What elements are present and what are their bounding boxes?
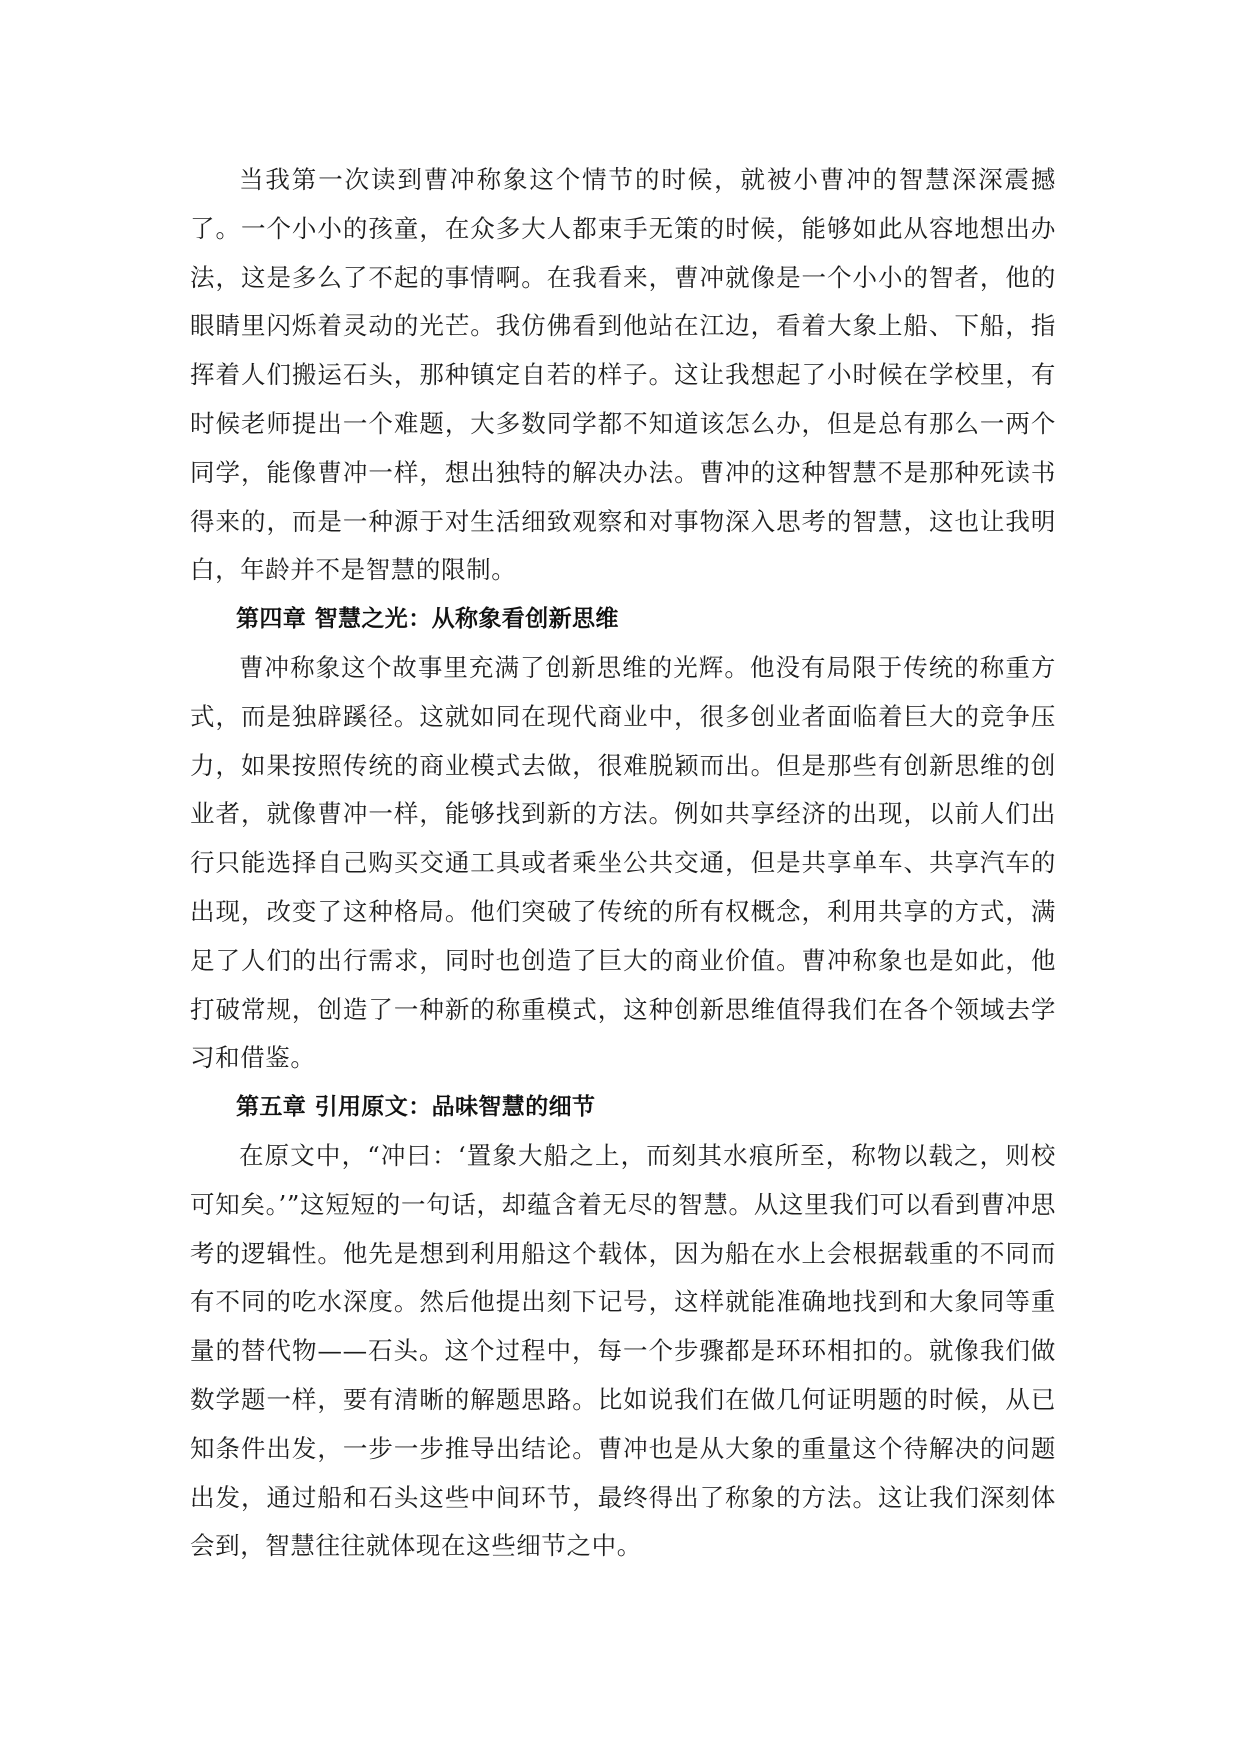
document-page	[190, 156, 1056, 1571]
body-paragraph: 当我第一次读到曹冲称象这个情节的时候，就被小曹冲的智慧深深震撼了。一个小小的孩童，在众多大人都束手无策的时候，能够如此从容地想出办法，这是多么了不起的事情啊。在我看来，曹冲就像是一个小小的智者，他的眼睛里闪烁着灵动的光芒。我仿佛看到他站在江边，看着大象上船、下船，指挥着人们搬运石头，那种镇定自若的样子。这让我想起了小时候在学校里，有时候老师提出一个难题，大多数同学都不知道该怎么办，但是总有那么一两个同学，能像曹冲一样，想出独特的解决办法。曹冲的这种智慧不是那种死读书得来的，而是一种源于对生活细致观察和对事物深入思考的智慧，这也让我明白，年龄并不是智慧的限制。	[190, 165, 1056, 585]
chapter-heading: 第四章 智慧之光：从称象看创新思维	[236, 606, 619, 633]
body-paragraph: 在原文中，“冲曰：‘置象大船之上，而刻其水痕所至，称物以载之，则校可知矣。’”这短短的一句话，却蕴含着无尽的智慧。从这里我们可以看到曹冲思考的逻辑性。他先是想到利用船这个载体，因为船在水上会根据载重的不同而有不同的吃水深度。然后他提出刻下记号，这样就能准确地找到和大象同等重量的替代物——石头。这个过程中，每一个步骤都是环环相扣的。就像我们做数学题一样，要有清晰的解题思路。比如说我们在做几何证明题的时候，从已知条件出发，一步一步推导出结论。曹冲也是从大象的重量这个待解决的问题出发，通过船和石头这些中间环节，最终得出了称象的方法。这让我们深刻体会到，智慧往往就体现在这些细节之中。	[190, 1140, 1056, 1561]
body-paragraph: 曹冲称象这个故事里充满了创新思维的光辉。他没有局限于传统的称重方式，而是独辟蹊径。这就如同在现代商业中，很多创业者面临着巨大的竞争压力，如果按照传统的商业模式去做，很难脱颖而出。但是那些有创新思维的创业者，就像曹冲一样，能够找到新的方法。例如共享经济的出现，以前人们出行只能选择自己购买交通工具或者乘坐公共交通，但是共享单车、共享汽车的出现，改变了这种格局。他们突破了传统的所有权概念，利用共享的方式，满足了人们的出行需求，同时也创造了巨大的商业价值。曹冲称象也是如此，他打破常规，创造了一种新的称重模式，这种创新思维值得我们在各个领域去学习和借鉴。	[190, 652, 1056, 1073]
chapter-heading: 第五章 引用原文：品味智慧的细节	[236, 1094, 596, 1121]
